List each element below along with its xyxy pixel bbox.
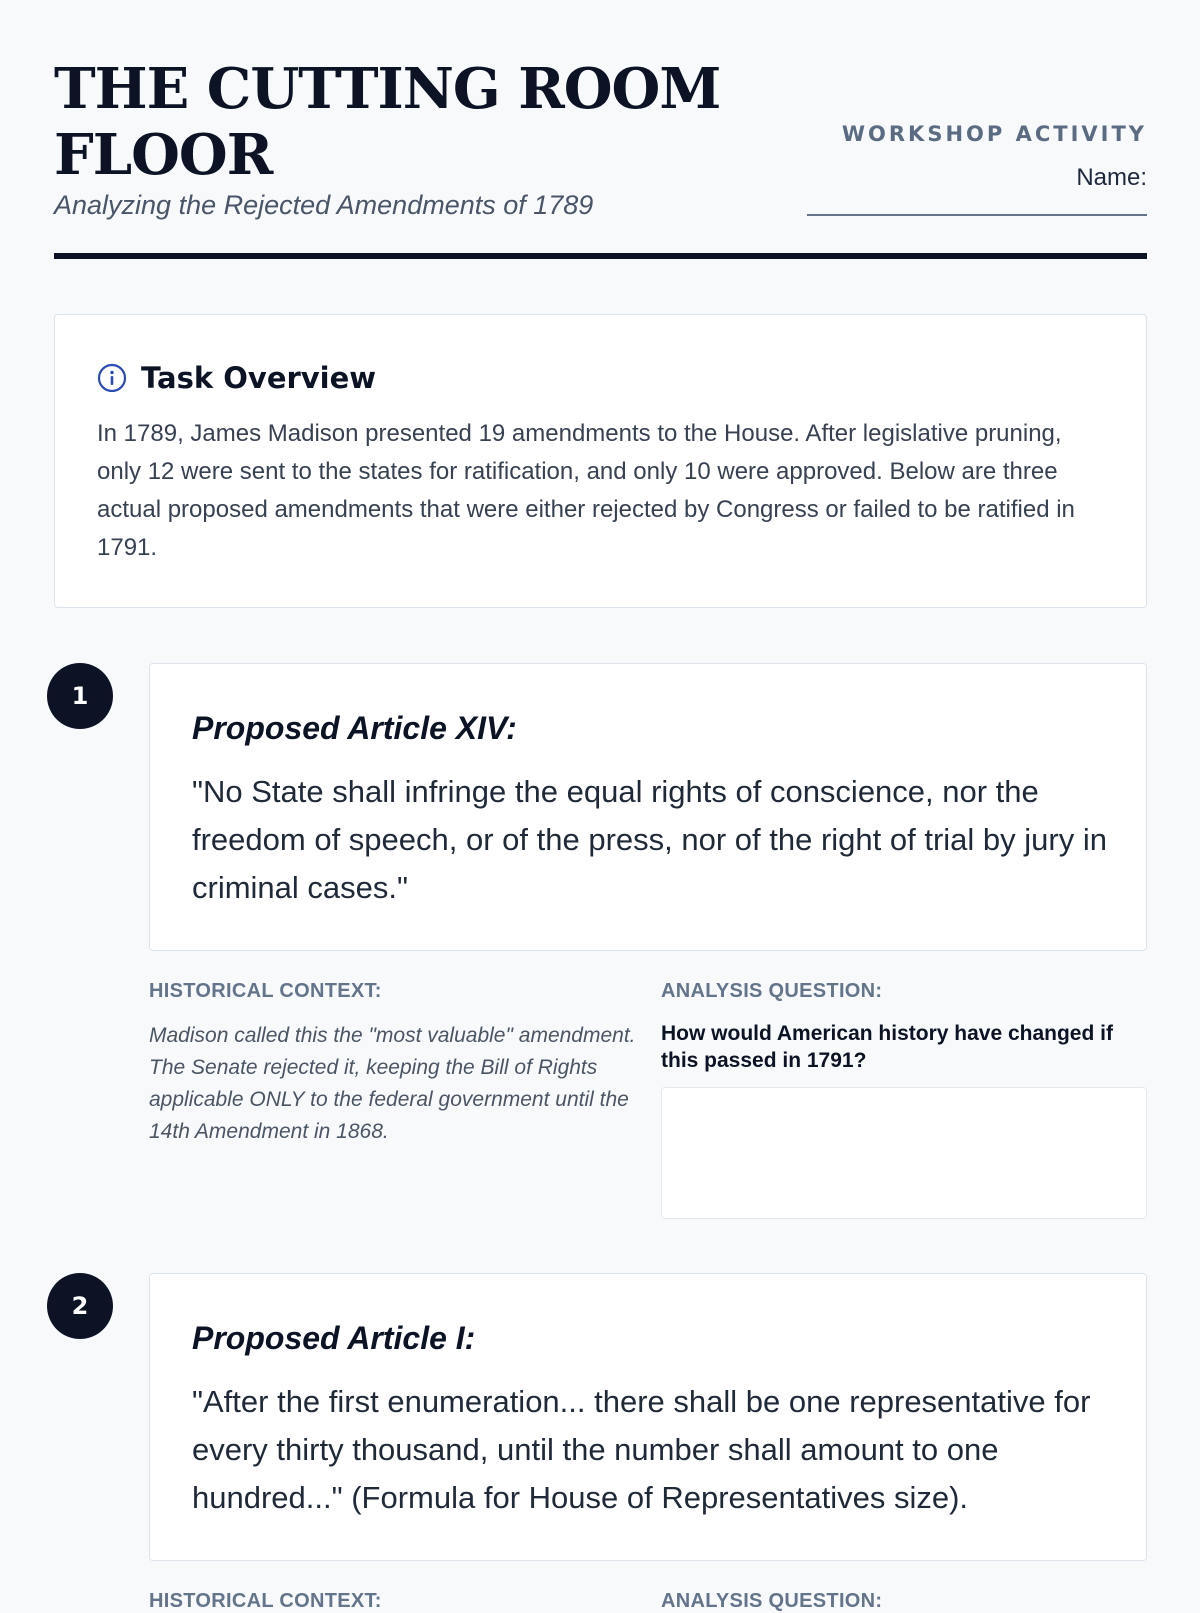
task-overview-card [54,314,1147,608]
header-right [807,122,1147,216]
task-overview-title: Task Overview [141,361,377,395]
article-text: "After the first enumeration... there shall be one representative for every thirty thousand, until the number shall amount to one hundred..." (Formula for House of Representatives size). [192,1384,1091,1515]
analysis-question-label: ANALYSIS QUESTION: [661,980,883,1002]
worksheet-header [54,56,1147,256]
step-badge: 2 [47,1273,113,1339]
header-divider [54,253,1147,259]
historical-context-label: HISTORICAL CONTEXT: [149,1590,382,1612]
name-field-line[interactable] [807,200,1147,216]
page-title: THE CUTTING ROOM FLOOR [54,56,721,188]
analysis-question-text: How would American history have changed if this passed in 1791? [661,1022,1113,1072]
task-overview-text: In 1789, James Madison presented 19 amendments to the House. After legislative pruning, only 12 were sent to the states for ratification, and only 10 were approved. Below are three actual proposed amendments that were either rejected by Congress or failed to be ratified in 1791. [97,420,1075,561]
article-title: Proposed Article XIV: [192,710,517,746]
analysis-question-label: ANALYSIS QUESTION: [661,1590,883,1612]
activity-label: WORKSHOP ACTIVITY [841,122,1147,146]
historical-context-text: Madison called this the "most valuable" amendment. The Senate rejected it, keeping the Bill of Rights applicable ONLY to the federal government until the 14th Amendment in 1868. [149,1024,636,1143]
article-title: Proposed Article I: [192,1320,476,1356]
article-text: "No State shall infringe the equal rights of conscience, nor the freedom of speech, or of the press, nor of the right of trial by jury in criminal cases." [192,774,1107,905]
task-overview-heading [97,361,376,395]
article-card [149,1273,1147,1561]
article-card [149,663,1147,951]
info-icon [97,363,127,393]
step-badge: 1 [47,663,113,729]
answer-box[interactable] [661,1087,1147,1219]
name-label: Name: [1076,164,1147,191]
historical-context-label: HISTORICAL CONTEXT: [149,980,382,1002]
page-subtitle: Analyzing the Rejected Amendments of 1789 [54,190,594,220]
